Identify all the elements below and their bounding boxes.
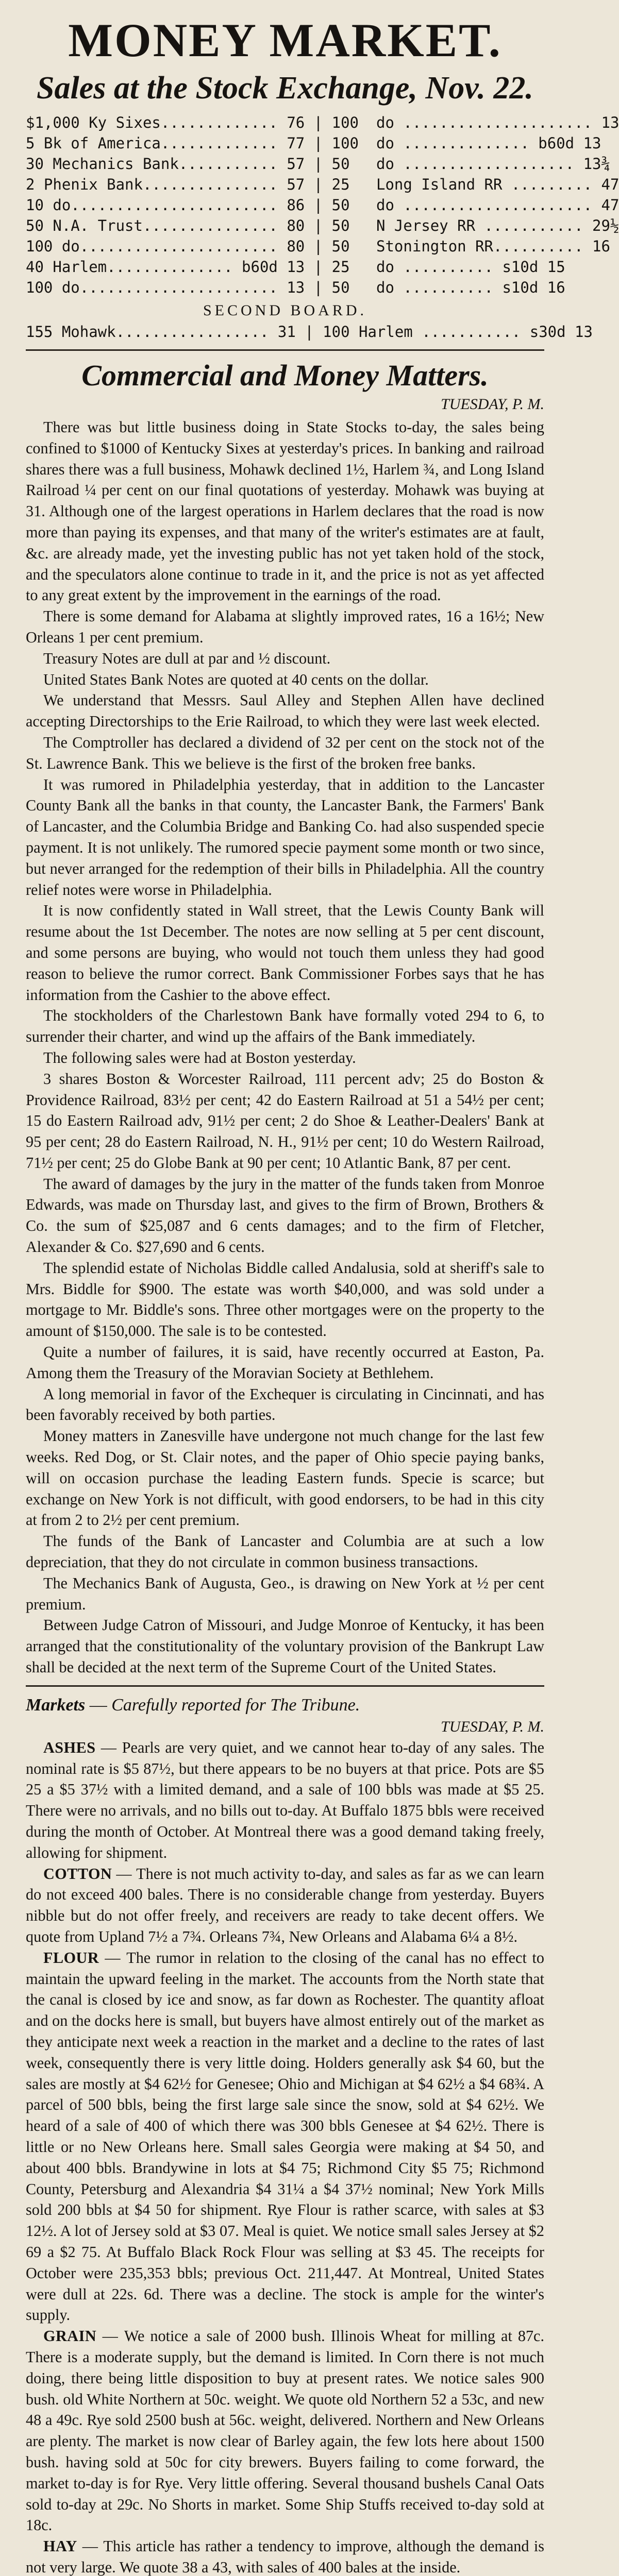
article-paragraph: The award of damages by the jury in the matter of the funds taken from Monroe Edwards, was made on Thursday last, and gives to the firm of Brown, Brothers & Co. the sum of $25,087 and 6 cents damages; and to the firm of Fletcher, Alexander & Co. $27,690 and 6 cents. <box>26 1175 544 1256</box>
article-paragraph: It is now confidently stated in Wall street, that the Lewis County Bank will resume about the 1st December. The notes are now selling at 5 per cent discount, and some persons are buying, who would not touch them unless they had good reason to believe the rumor correct. Bank Commissioner Forbes says that he has information from the Cashier to the above effect. <box>26 902 544 1004</box>
article-paragraph: Money matters in Zanesville have undergone not much change for the last few weeks. Red Dog, or St. Clair notes, and the paper of Ohio specie paying banks, will on occasion purchase the leading Eastern funds. Specie is scarce; but exchange on New York is not difficult, with good endorsers, to be had in this city at from 2 to 2½ per cent premium. <box>26 1427 544 1529</box>
stock-sales-table <box>26 112 619 298</box>
sale-line: do .......... s10d 15 <box>376 258 565 276</box>
divider <box>26 1685 544 1687</box>
sale-line: do .............. b60d 13 <box>376 134 601 152</box>
market-entry <box>26 1947 544 2326</box>
stock-sales-left-column <box>26 112 359 298</box>
article-paragraph: There is some demand for Alabama at slightly improved rates, 16 a 16½; New Orleans 1 per cent premium. <box>26 607 544 646</box>
markets-title: Markets <box>26 1695 86 1715</box>
market-entry-text: Pearls are very quiet, and we cannot hear to-day of any sales. The nominal rate is $5 87½, but there appears to be no buyers at that price. Pots are $5 25 a $5 37½ with a limited demand, and a sale of 100 bbls was made at $5 25. There were no arrivals, and no bills out to-day. At Buffalo 1875 bbls were received during the month of October. At Montreal there was a good demand taking freely, allowing for shipment. <box>26 1738 544 1861</box>
sale-line: do .......... s10d 16 <box>376 279 565 296</box>
commercial-article <box>26 417 544 1678</box>
article-paragraph: The Mechanics Bank of Augusta, Geo., is drawing on New York at ½ per cent premium. <box>26 1574 544 1613</box>
article-paragraph: The following sales were had at Boston yesterday. <box>43 1048 356 1066</box>
commodity-label: GRAIN — <box>43 2327 124 2345</box>
market-entry <box>26 2326 544 2536</box>
sale-line: 50 N.A. Trust............... 80 | 50 <box>26 217 350 234</box>
sale-line: do ..................... 47 <box>376 196 619 214</box>
article-paragraph: It was rumored in Philadelphia yesterday, that in addition to the Lancaster County Bank all the banks in that county, the Lancaster Bank, the Farmers' Bank of Lancaster, and the Columbia Bridge and Banking Co. had also suspended specie payment. It is not unlikely. The rumored specie payment some month or two since, but never arranged for the redemption of their bills in Philadelphia. All the country relief notes were worse in Philadelphia. <box>26 775 544 899</box>
market-entry-text: We notice a sale of 2000 bush. Illinois Wheat for milling at 87c. There is a moderate supply, but the demand is limited. In Corn there is not much doing, there being little disposition to buy at present rates. We notice sales 900 bush. old White Northern at 50c. weight. We quote old Northern 52 a 53c, and new 48 a 49c. Rye sold 2500 bush at 56c. weight, delivered. Northern and New Orleans are plenty. The market is now clear of Barley again, the few lots here about 1500 bush. having sold at 50c for city brewers. Buyers failing to come forward, the market to-day is for Rye. Very little offering. Several thousand bushels Canal Oats sold to-day at 29c. No Shorts in market. Some Ship Stuffs received to-day sold at 18c. <box>26 2327 544 2534</box>
markets-dateline: TUESDAY, P. M. <box>441 1718 544 1735</box>
commodity-label: COTTON — <box>43 1865 136 1883</box>
article-paragraph: United States Bank Notes are quoted at 40 cents on the dollar. <box>43 670 429 688</box>
article-paragraph: Between Judge Catron of Missouri, and Judge Monroe of Kentucky, it has been arranged that the constitutionality of the voluntary provision of the Bankrupt Law shall be decided at the next term of the Supreme Court of the United States. <box>26 1616 544 1676</box>
sale-line: 100 do...................... 13 | 50 <box>26 279 350 296</box>
market-entry <box>26 1863 544 1947</box>
commodity-label: HAY — <box>43 2537 103 2555</box>
markets-heading: Markets — Carefully reported for The Tribune. <box>26 1695 360 1715</box>
market-entry-text: The rumor in relation to the closing of the canal has no effect to maintain the upward feeling in the market. The accounts from the North state that the canal is closed by ice and snow, as far down as Rochester. The quantity afloat and on the docks here is small, but buyers have almost entirely out of the market as they anticipate next week a reaction in the market and a decline to the rates of last week, consequently there is very little doing. Holders generally ask $4 60, but the sales are mostly at $4 62½ for Genesee; Ohio and Michigan at $4 62½ a $4 68¾. A parcel of 500 bbls, being the first large sale since the snow, sold at $4 62½. We heard of a sale of 400 of which there was 300 bbls Genesee at $4 62½. There is little or no New Orleans here. Small sales Georgia were making at $4 50, and about 400 bbls. Brandywine in lots at $4 75; Richmond City $5 75; Richmond County, Petersburg and Alexandria $4 31¼ a $4 37½ nominal; New York Mills sold 200 bbls at $4 50 for shipment. Rye Flour is rather scarce, with sales at $3 12½. A lot of Jersey sold at $3 07. Meal is quiet. We notice small sales Jersey at $2 69 a $2 75. At Buffalo Black Rock Flour was selling at $3 45. The receipts for October were 235,353 bbls; previous Oct. 211,447. At Montreal, United States were dull at 22s. 6d. There was a decline. The stock is ample for the winter's supply. <box>26 1948 545 2324</box>
market-entry <box>26 1737 544 1863</box>
sale-line: do ................... 13¾ <box>376 155 610 173</box>
markets-report <box>26 1737 544 2576</box>
article-paragraph: We understand that Messrs. Saul Alley and Stephen Allen have declined accepting Directorships to the Erie Railroad, to which they were last week elected. <box>26 691 544 731</box>
sale-line: 40 Harlem.............. b60d 13 | 25 <box>26 258 350 276</box>
sale-line: 2 Phenix Bank............... 57 | 25 <box>26 176 350 193</box>
stock-sales-right-column <box>376 112 619 298</box>
article-paragraph: The splendid estate of Nicholas Biddle called Andalusia, sold at sheriff's sale to Mrs. Biddle for $900. The estate was worth $40,000, and was sold under a mortgage to Mr. Biddle's sons. Three other mortgages were on the property to the amount of $150,000. The sale is to be contested. <box>26 1259 544 1340</box>
sale-line: 30 Mechanics Bank........... 57 | 50 <box>26 155 350 173</box>
market-entry-text: This article has rather a tendency to improve, although the demand is not very large. We quote 38 a 43, with sales of 400 bales at the inside. <box>26 2537 545 2576</box>
commercial-section-title: Commercial and Money Matters. <box>81 359 489 392</box>
sale-line: N Jersey RR ........... 29½ <box>376 217 619 234</box>
article-paragraph: There was but little business doing in State Stocks to-day, the sales being confined to $1000 of Kentucky Sixes at yesterday's prices. In banking and railroad shares there was a full business, Mohawk declined 1½, Harlem ¾, and Long Island Railroad ¼ per cent on our final quotations of yesterday. Mohawk was buying at 31. Although one of the largest operations in Harlem declares that the road is now more than paying its expenses, and that many of the writer's estimates are at fault, &c. are already made, yet the investing public has not yet taken hold of the stock, and the speculators alone continue to trade in it, and the price is not as yet affected to any great extent by the improvement in the earnings of the road. <box>26 418 544 604</box>
divider <box>26 349 544 351</box>
market-entry-text: There is not much activity to-day, and sales as far as we can learn do not exceed 400 bales. There is no considerable change from yesterday. Buyers nibble but do not offer freely, and receivers are ready to take decent offers. We quote from Upland 7½ a 7¾. Orleans 7¾, New Orleans and Alabama 6¼ a 8½. <box>26 1865 544 1945</box>
sale-line: 10 do....................... 86 | 50 <box>26 196 350 214</box>
commodity-label: FLOUR — <box>43 1949 126 1967</box>
article-paragraph: The Comptroller has declared a dividend of 32 per cent on the stock not of the St. Lawrence Bank. This we believe is the first of the broken free banks. <box>26 733 544 772</box>
masthead: MONEY MARKET. <box>68 14 502 66</box>
article-paragraph: The stockholders of the Charlestown Bank have formally voted 294 to 6, to surrender their charter, and wind up the affairs of the Bank immediately. <box>26 1007 544 1046</box>
markets-subtitle: Carefully reported for The Tribune. <box>111 1695 360 1715</box>
article-paragraph: The funds of the Bank of Lancaster and Columbia are at such a low depreciation, that they do not circulate in common business transactions. <box>26 1532 544 1571</box>
sale-line: 100 do...................... 80 | 50 <box>26 238 350 255</box>
market-entry <box>26 2536 544 2576</box>
article-paragraph: Treasury Notes are dull at par and ½ discount. <box>43 649 331 667</box>
dateline: TUESDAY, P. M. <box>441 396 544 413</box>
article-paragraph: A long memorial in favor of the Exchequer is circulating in Cincinnati, and has been favorably received by both parties. <box>26 1385 544 1424</box>
second-board-heading: SECOND BOARD. <box>203 302 367 319</box>
commodity-label: ASHES — <box>43 1739 122 1756</box>
sale-line: do ..................... 13 <box>376 114 619 131</box>
article-paragraph: 3 shares Boston & Worcester Railroad, 111 percent adv; 25 do Boston & Providence Railroad, 83½ per cent; 42 do Eastern Railroad at 51 a 54½ per cent; 15 do Eastern Railroad adv, 91½ per cent; 2 do Shoe & Leather-Dealers' Bank at 95 per cent; 28 do Eastern Railroad, N. H., 91½ per cent; 10 do Western Railroad, 71½ per cent; 25 do Globe Bank at 90 per cent; 10 Atlantic Bank, 87 per cent. <box>26 1070 544 1172</box>
sale-line: $1,000 Ky Sixes............. 76 | 100 <box>26 114 359 131</box>
sale-line: Stonington RR.......... 16 <box>376 238 610 255</box>
article-paragraph: Quite a number of failures, it is said, have recently occurred at Easton, Pa. Among them the Treasury of the Moravian Society at Bethlehem. <box>26 1343 544 1382</box>
sale-line: 5 Bk of America............. 77 | 100 <box>26 134 359 152</box>
stock-exchange-heading: Sales at the Stock Exchange, Nov. 22. <box>37 71 533 106</box>
sale-line: Long Island RR ......... 47 <box>376 176 619 193</box>
second-board-sales: 155 Mohawk................. 31 | 100 Harlem ........... s30d 13 <box>26 323 593 341</box>
